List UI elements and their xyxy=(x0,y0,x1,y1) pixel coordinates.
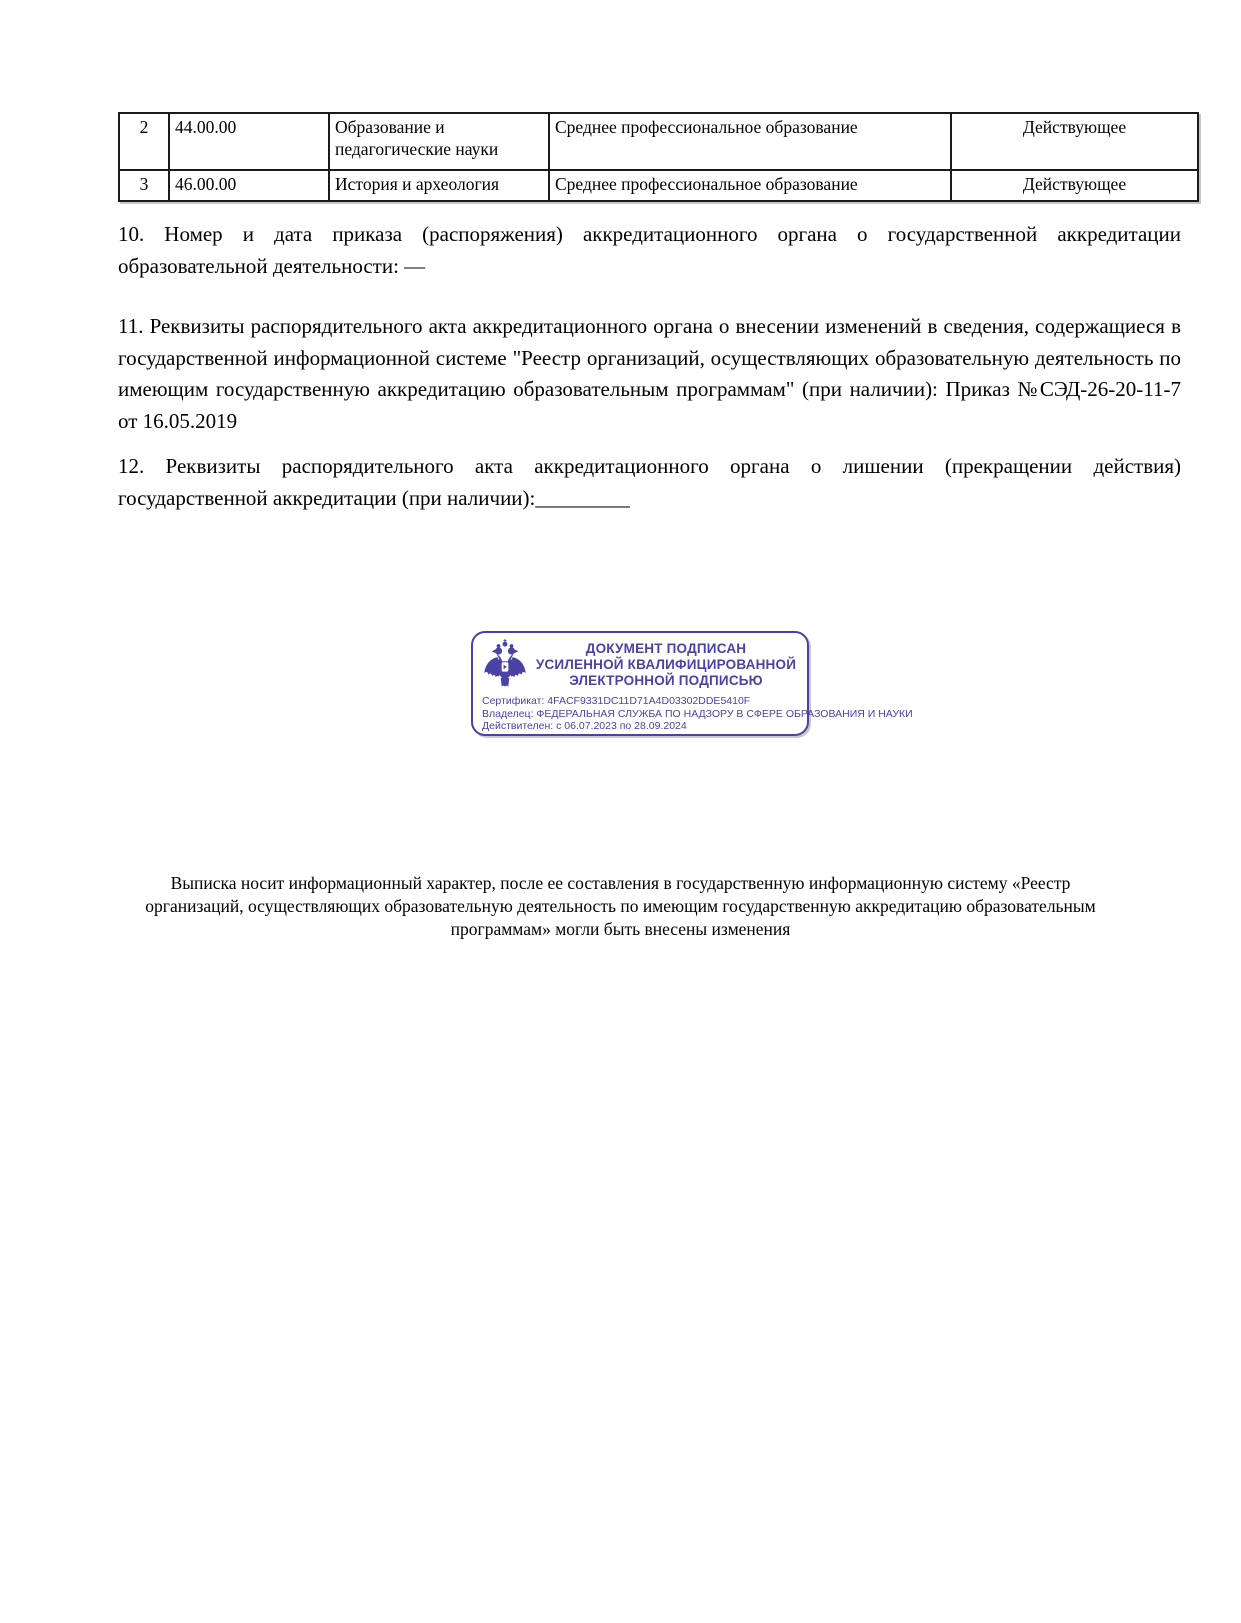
accredited-programs-table xyxy=(118,112,1199,202)
education-level-cell: Среднее профессиональное образование xyxy=(549,113,951,170)
stamp-owner-line: Владелец: ФЕДЕРАЛЬНАЯ СЛУЖБА ПО НАДЗОРУ В СФЕРЕ ОБРАЗОВАНИЯ И НАУКИ xyxy=(482,707,913,720)
stamp-certificate-line: Сертификат: 4FACF9331DC11D71A4D03302DDE5410F xyxy=(482,695,751,707)
russian-coat-of-arms-icon xyxy=(482,639,528,691)
row-number-cell: 3 xyxy=(119,170,169,201)
education-level-cell: Среднее профессиональное образование xyxy=(549,170,951,201)
paragraph-item-10: 10. Номер и дата приказа (распоряжения) аккредитационного органа о государственной аккредитации образовательной деятельности: — xyxy=(118,222,1181,278)
row-number-cell: 2 xyxy=(119,113,169,170)
stamp-title xyxy=(533,641,799,689)
paragraph-item-12: 12. Реквизиты распорядительного акта аккредитационного органа о лишении (прекращении действия) государственной аккредитации (при наличии):_________ xyxy=(118,454,1181,510)
digital-signature-stamp xyxy=(471,631,913,736)
status-cell: Действующее xyxy=(951,170,1198,201)
program-code-cell: 46.00.00 xyxy=(169,170,329,201)
program-code-cell: 44.00.00 xyxy=(169,113,329,170)
stamp-title-line3: ЭЛЕКТРОННОЙ ПОДПИСЬЮ xyxy=(569,673,763,688)
stamp-header-row xyxy=(482,639,799,691)
stamp-validity-line: Действителен: с 06.07.2023 по 28.09.2024 xyxy=(482,720,687,732)
table-row xyxy=(119,113,1198,170)
program-name-cell: История и археология xyxy=(329,170,549,201)
status-cell: Действующее xyxy=(951,113,1198,170)
stamp-title-line2: УСИЛЕННОЙ КВАЛИФИЦИРОВАННОЙ xyxy=(535,657,797,672)
stamp-title-line1: ДОКУМЕНТ ПОДПИСАН xyxy=(585,641,747,656)
table-row xyxy=(119,170,1198,201)
informational-footer-note: Выписка носит информационный характер, после ее составления в государственную информационную систему «Реестр организаций, осуществляющих образовательную деятельность по имеющим государственную аккредитацию образовательным программам» могли быть внесены изменения xyxy=(145,873,1096,939)
program-name-cell: Образование и педагогические науки xyxy=(329,113,549,170)
stamp-details xyxy=(482,695,913,733)
paragraph-item-11: 11. Реквизиты распорядительного акта аккредитационного органа о внесении изменений в сведения, содержащиеся в государственной информационной системе "Реестр организаций, осуществляющих образовательную деятельность по имеющим государственную аккредитацию образовательным программам" (при наличии): Приказ №СЭД-26-20-11-7 от 16.05.2019 xyxy=(118,314,1181,433)
